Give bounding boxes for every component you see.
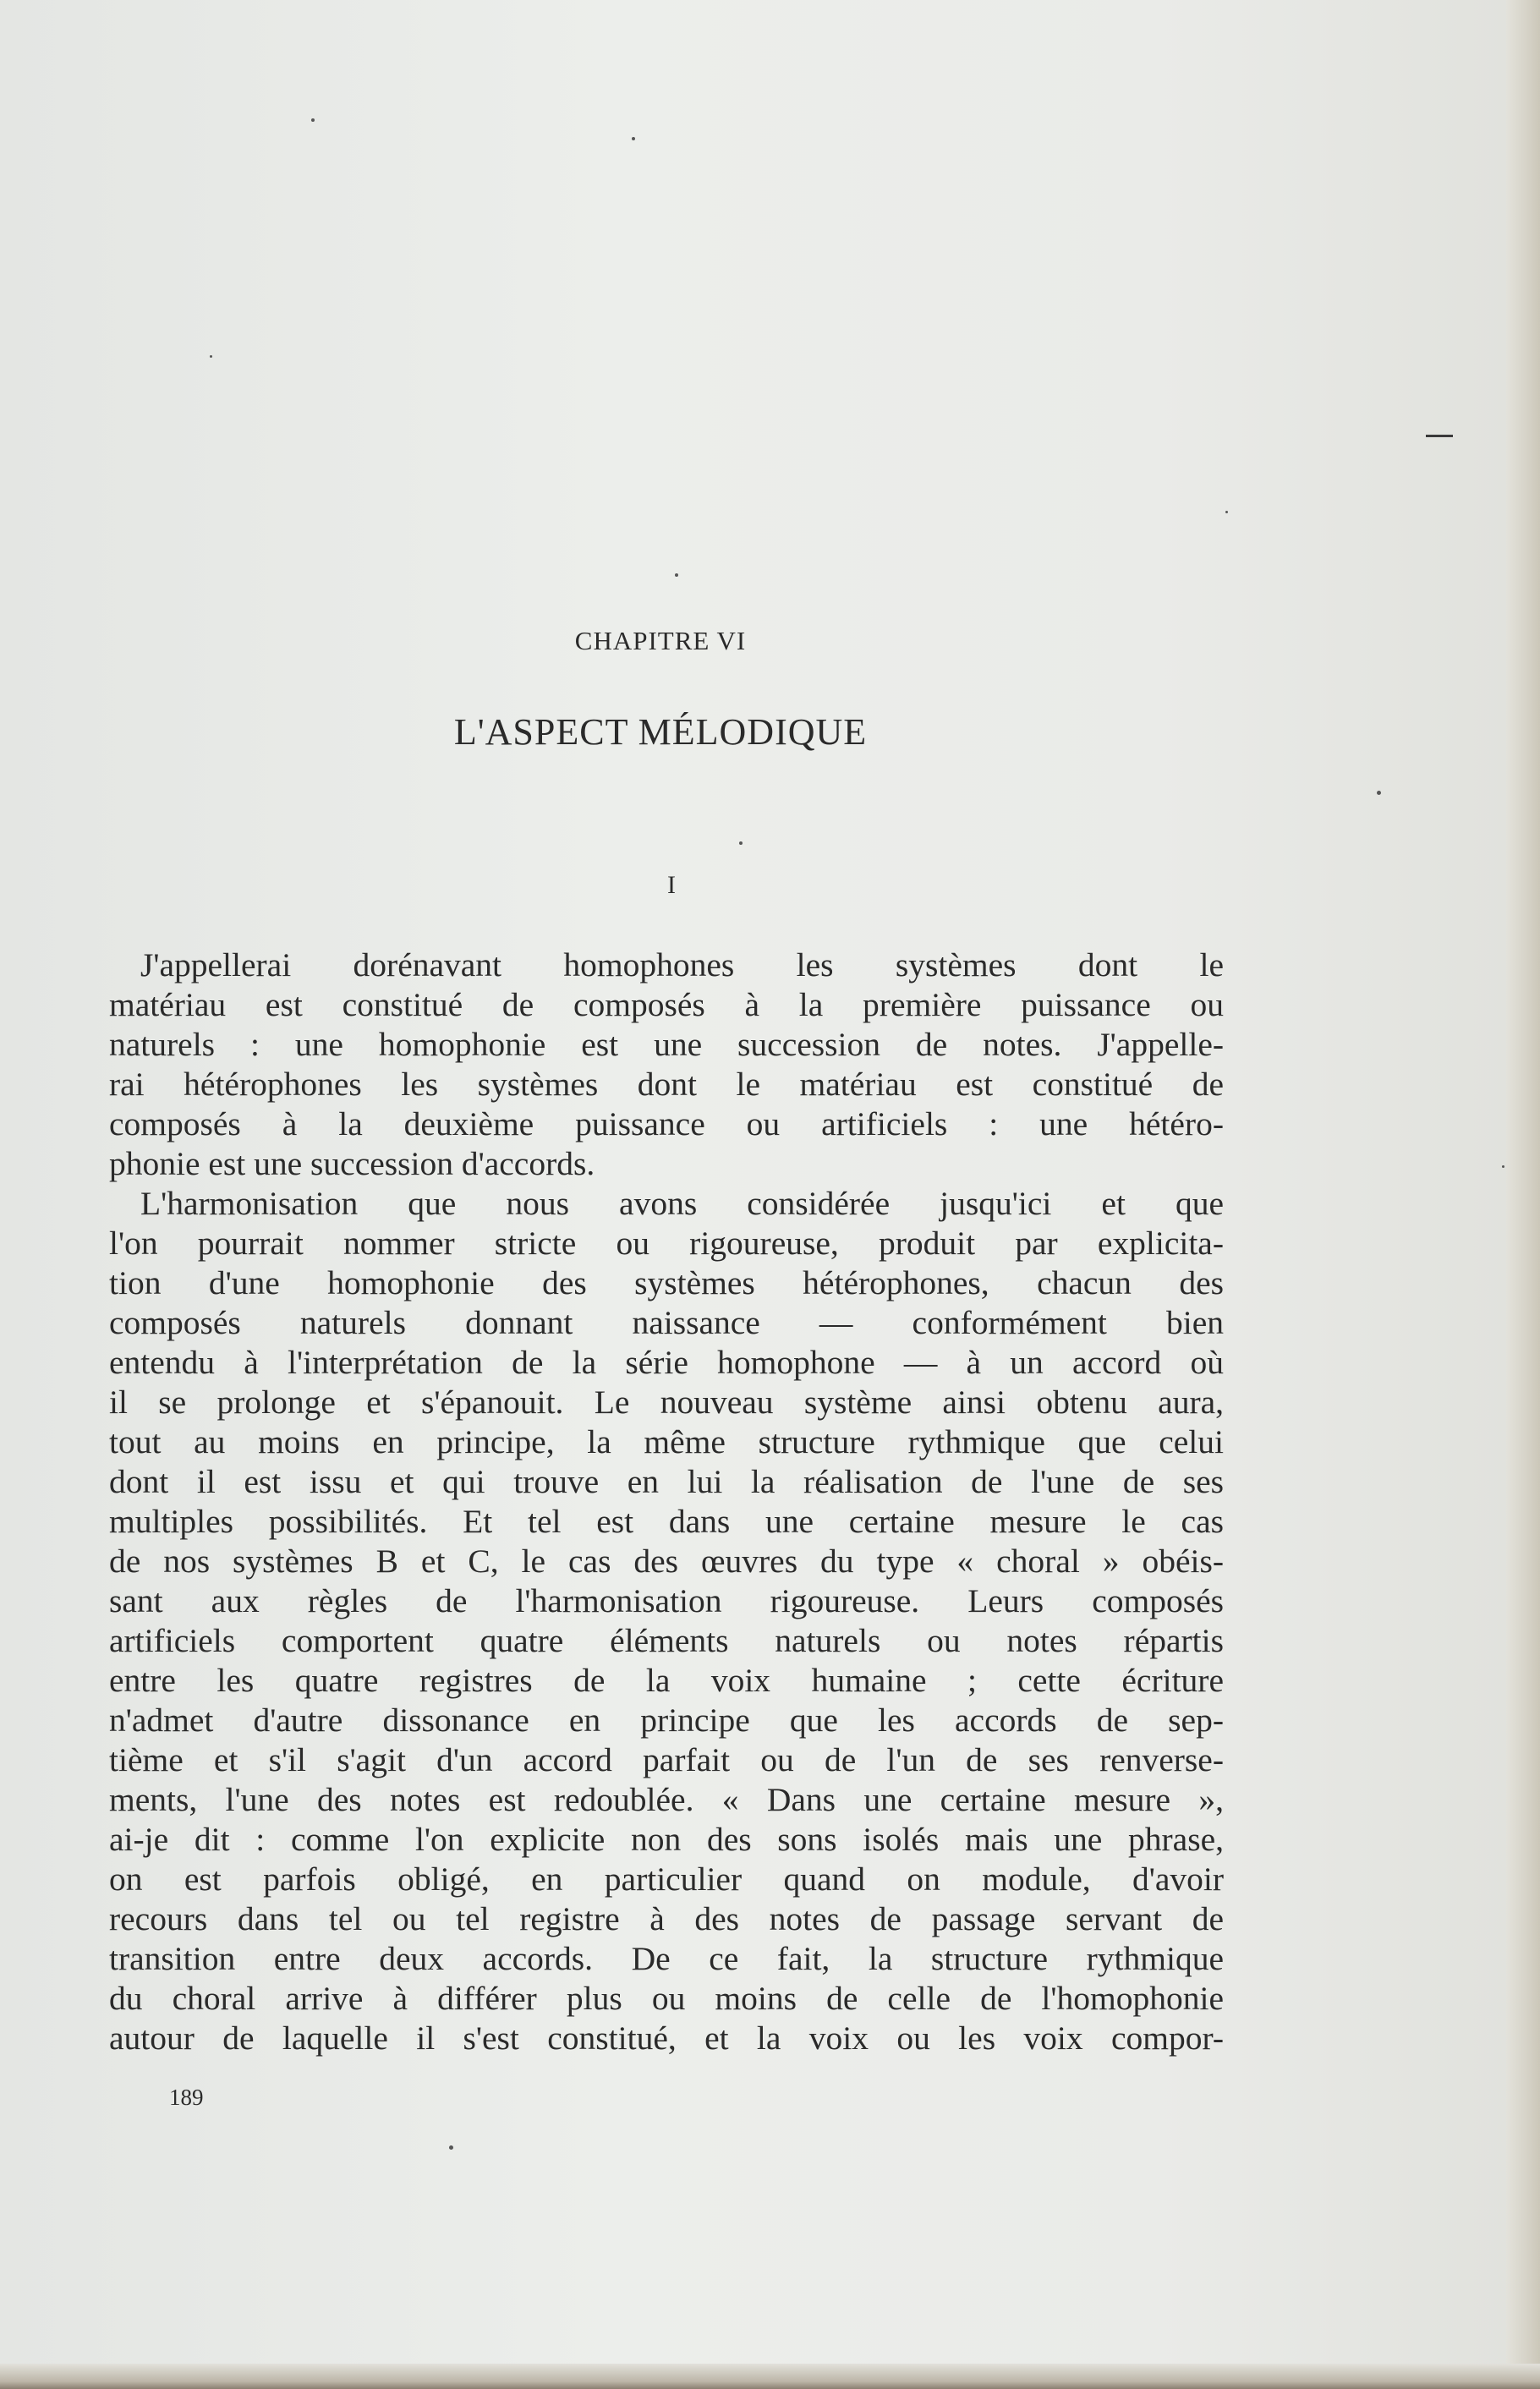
text-line: rai hétérophones les systèmes dont le matériau est constitué de xyxy=(109,1066,1224,1103)
scan-speck xyxy=(675,573,678,577)
text-line: ai-je dit : comme l'on explicite non des sons isolés mais une phrase, xyxy=(109,1821,1224,1858)
text-line: tième et s'il s'agit d'un accord parfait ou de l'un de ses renverse- xyxy=(109,1741,1224,1778)
text-line: composés à la deuxième puissance ou artificiels : une hétéro- xyxy=(109,1105,1224,1142)
scan-speck xyxy=(1377,791,1381,795)
text-line: naturels : une homophonie est une succession de notes. J'appelle- xyxy=(109,1026,1224,1063)
text-line: composés naturels donnant naissance — conformément bien xyxy=(109,1304,1224,1341)
text-line: on est parfois obligé, en particulier quand on module, d'avoir xyxy=(109,1860,1224,1898)
paragraph-2 xyxy=(109,1184,1224,2058)
scan-speck xyxy=(449,2145,453,2150)
paragraph-1 xyxy=(109,945,1224,1184)
text-line: il se prolonge et s'épanouit. Le nouveau système ainsi obtenu aura, xyxy=(109,1384,1224,1421)
text-line: phonie est une succession d'accords. xyxy=(109,1145,595,1182)
scan-speck xyxy=(739,841,743,845)
text-line: matériau est constitué de composés à la première puissance ou xyxy=(109,986,1224,1023)
text-line: de nos systèmes B et C, le cas des œuvres du type « choral » obéis- xyxy=(109,1542,1224,1580)
text-line: dont il est issu et qui trouve en lui la réalisation de l'une de ses xyxy=(109,1463,1224,1500)
text-line: l'on pourrait nommer stricte ou rigoureuse, produit par explicita- xyxy=(109,1225,1224,1262)
text-line: entre les quatre registres de la voix humaine ; cette écriture xyxy=(109,1662,1224,1699)
text-line: L'harmonisation que nous avons considérée jusqu'ici et que xyxy=(140,1185,1224,1222)
text-line: ments, l'une des notes est redoublée. « Dans une certaine mesure », xyxy=(109,1781,1224,1818)
page-edge-bottom xyxy=(0,2364,1540,2389)
text-line: autour de laquelle il s'est constitué, et la voix ou les voix compor- xyxy=(109,2019,1224,2057)
chapter-label: CHAPITRE VI xyxy=(574,626,747,655)
text-line: sant aux règles de l'harmonisation rigoureuse. Leurs composés xyxy=(109,1582,1224,1619)
text-line: artificiels comportent quatre éléments naturels ou notes répartis xyxy=(109,1622,1224,1659)
text-line: J'appellerai dorénavant homophones les systèmes dont le xyxy=(140,946,1224,984)
margin-mark xyxy=(1426,435,1453,437)
page-number: 189 xyxy=(169,2085,204,2110)
text-line: multiples possibilités. Et tel est dans une certaine mesure le cas xyxy=(109,1503,1224,1540)
section-number: I xyxy=(667,871,676,899)
chapter-title: L'ASPECT MÉLODIQUE xyxy=(453,711,868,753)
scan-speck xyxy=(1502,1165,1504,1168)
text-line: du choral arrive à différer plus ou moins de celle de l'homophonie xyxy=(109,1980,1224,2017)
text-line: entendu à l'interprétation de la série homophone — à un accord où xyxy=(109,1344,1224,1381)
text-line: tion d'une homophonie des systèmes hétérophones, chacun des xyxy=(109,1264,1224,1301)
text-line: n'admet d'autre dissonance en principe que les accords de sep- xyxy=(109,1701,1224,1739)
scan-speck xyxy=(632,137,635,140)
scan-speck xyxy=(1225,511,1228,513)
scan-speck xyxy=(311,118,315,122)
text-line: recours dans tel ou tel registre à des notes de passage servant de xyxy=(109,1900,1224,1937)
body-text xyxy=(109,945,1224,2058)
scan-speck xyxy=(210,355,212,358)
page-edge-right xyxy=(1506,0,1540,2389)
text-line: tout au moins en principe, la même structure rythmique que celui xyxy=(109,1423,1224,1460)
text-line: transition entre deux accords. De ce fait, la structure rythmique xyxy=(109,1940,1224,1977)
